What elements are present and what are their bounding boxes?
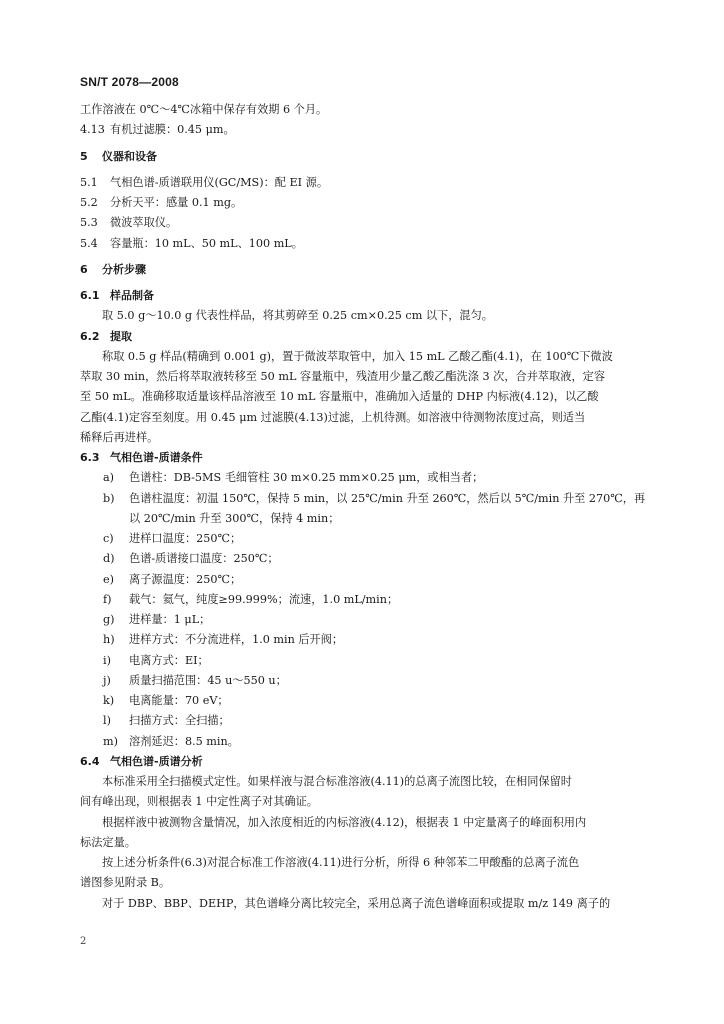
paragraph-text: 取 5.0 g～10.0 g 代表性样品，将其剪碎至 0.25 cm×0.25 cm 以下，混匀。 [102, 309, 493, 323]
document-body [80, 100, 646, 914]
paragraph-line [80, 408, 640, 428]
subsection-number: 6.3 [80, 451, 100, 464]
paragraph-text: 称取 0.5 g 样品(精确到 0.001 g)，置于微波萃取管中，加入 15 mL 乙酸乙酯(4.1)，在 100℃下微波 [102, 349, 613, 363]
list-item-text: 电离方式：EI； [129, 653, 209, 667]
list-item-text: 色谱-质谱接口温度：250℃； [129, 552, 279, 566]
list-item [80, 630, 640, 650]
paragraph-text: 本标准采用全扫描模式定性。如果样液与混合标准溶液(4.11)的总离子流图比较，在相同保留时 [102, 775, 572, 788]
clause [80, 120, 640, 140]
paragraph-text: 工作溶液在 0℃～4℃冰箱中保存有效期 6 个月。 [80, 103, 328, 116]
paragraph-text: 稀释后再进样。 [80, 430, 159, 444]
paragraph-first-line [80, 772, 640, 792]
section-heading [80, 147, 640, 167]
subsection-number: 6.4 [80, 754, 100, 768]
list-item-marker: c) [103, 532, 114, 545]
list-item-marker: i) [103, 653, 111, 667]
standard-code: SN/T 2078—2008 [80, 75, 179, 89]
section-number: 5 [80, 149, 88, 163]
list-item [80, 691, 640, 711]
clause [80, 213, 640, 233]
list-item-text: 质量扫描范围：45 u～550 u； [129, 673, 287, 687]
list-item [80, 468, 640, 488]
list-item [80, 671, 640, 691]
list-item [80, 549, 640, 569]
section-title: 仪器和设备 [102, 149, 157, 163]
clause-text: 容量瓶：10 mL、50 mL、100 mL。 [110, 236, 303, 250]
list-item-text: 色谱柱：DB-5MS 毛细管柱 30 m×0.25 mm×0.25 μm，或相当者； [129, 471, 484, 485]
section-number: 6 [80, 262, 88, 276]
page-number: 2 [80, 936, 87, 947]
paragraph-first-line [80, 894, 640, 914]
list-item [80, 529, 640, 549]
clause-text: 有机过滤膜：0.45 μm。 [110, 123, 235, 137]
section-heading [80, 260, 640, 280]
paragraph-text: 标法定量。 [80, 835, 136, 849]
list-item-text: 溶剂延迟：8.5 min。 [129, 734, 239, 748]
clause [80, 193, 640, 213]
list-item [80, 489, 646, 509]
list-item-marker: m) [103, 734, 118, 748]
subsection-heading [80, 448, 640, 468]
paragraph-text: 按上述分析条件(6.3)对混合标准工作溶液(4.11)进行分析，所得 6 种邻苯二甲酸酯的总离子流色 [102, 856, 580, 869]
clause-number: 5.1 [80, 175, 98, 189]
paragraph-text: 对于 DBP、BBP、DEHP，其色谱峰分离比较完全，采用总离子流色谱峰面积或提取 m/z 149 离子的 [102, 896, 611, 910]
paragraph-text: 至 50 mL。准确移取适量该样品溶液至 10 mL 容量瓶中，准确加入适量的 DHP 内标液(4.12)，以乙酸 [80, 390, 599, 404]
paragraph-text: 萃取 30 min，然后将萃取液转移至 50 mL 容量瓶中，残渣用少量乙酸乙酯洗涤 3 次，合并萃取液，定容 [80, 370, 606, 383]
list-item-marker: e) [103, 572, 114, 586]
list-item [80, 732, 640, 752]
clause-text: 分析天平：感量 0.1 mg。 [110, 196, 243, 209]
subsection-title: 气相色谱-质谱分析 [110, 754, 203, 768]
subsection-title: 提取 [110, 329, 132, 343]
list-item-text: 进样口温度：250℃； [129, 532, 242, 545]
list-item-marker: d) [103, 552, 115, 566]
subsection-title: 样品制备 [110, 289, 154, 302]
paragraph-first-line [80, 813, 640, 833]
subsection-number: 6.2 [80, 329, 100, 343]
paragraph-line [80, 873, 640, 893]
clause-number: 5.3 [80, 216, 98, 230]
paragraph-line [80, 428, 640, 448]
list-item-text: 进样量：1 μL； [129, 613, 211, 626]
subsection-heading [80, 752, 640, 772]
paragraph-line [80, 833, 640, 853]
list-item [80, 711, 640, 731]
paragraph-first-line [80, 306, 640, 326]
list-item-text: 进样方式：不分流进样，1.0 min 后开阀； [129, 633, 344, 647]
clause-text: 微波萃取仪。 [110, 216, 178, 230]
list-item-marker: l) [103, 714, 111, 728]
paragraph-text: 乙酯(4.1)定容至刻度。用 0.45 μm 过滤膜(4.13)过滤，上机待测。如溶液中待测物浓度过高，则适当 [80, 410, 586, 424]
clause-number: 5.2 [80, 196, 98, 209]
list-item [80, 651, 640, 671]
paragraph-text: 根据样液中被测物含量情况，加入浓度相近的内标溶液(4.12)，根据表 1 中定量离子的峰面积用内 [102, 815, 587, 829]
list-item-continuation [80, 509, 640, 529]
list-item-marker: f) [103, 592, 112, 606]
list-item-marker: a) [103, 471, 115, 485]
paragraph-first-line [80, 853, 640, 873]
list-item-text: 载气：氦气，纯度≥99.999%；流速，1.0 mL/min； [129, 592, 399, 606]
list-item-marker: g) [103, 613, 115, 626]
list-item-marker: k) [103, 694, 115, 707]
clause [80, 173, 640, 193]
clause-text: 气相色谱-质谱联用仪(GC/MS)：配 EI 源。 [110, 175, 329, 189]
list-item [80, 610, 640, 630]
section-title: 分析步骤 [102, 262, 146, 276]
list-item-text: 色谱柱温度：初温 150℃，保持 5 min，以 25℃/min 升至 260℃，然后以 5℃/min 升至 270℃，再 [129, 491, 646, 505]
paragraph-line [80, 792, 640, 812]
paragraph-line [80, 367, 640, 387]
subsection-heading [80, 327, 640, 347]
clause-number: 4.13 [80, 123, 105, 137]
list-item-marker: j) [103, 673, 111, 687]
list-item-text: 扫描方式：全扫描； [129, 714, 230, 728]
list-item-text: 离子源温度：250℃； [129, 572, 242, 586]
paragraph-line [80, 387, 640, 407]
list-item-marker: b) [103, 491, 115, 505]
paragraph-first-line [80, 347, 640, 367]
list-item-text: 以 20℃/min 升至 300℃，保持 4 min； [129, 511, 340, 525]
clause [80, 234, 640, 254]
list-item-text: 电离能量：70 eV； [129, 694, 229, 707]
subsection-number: 6.1 [80, 289, 100, 302]
subsection-title: 气相色谱-质谱条件 [110, 451, 203, 464]
list-item [80, 570, 640, 590]
list-item [80, 590, 640, 610]
paragraph-line [80, 100, 640, 120]
paragraph-text: 谱图参见附录 B。 [80, 876, 171, 890]
subsection-heading [80, 286, 640, 306]
paragraph-text: 间有峰出现，则根据表 1 中定性离子对其确证。 [80, 795, 318, 809]
list-item-marker: h) [103, 633, 115, 647]
clause-number: 5.4 [80, 236, 98, 250]
